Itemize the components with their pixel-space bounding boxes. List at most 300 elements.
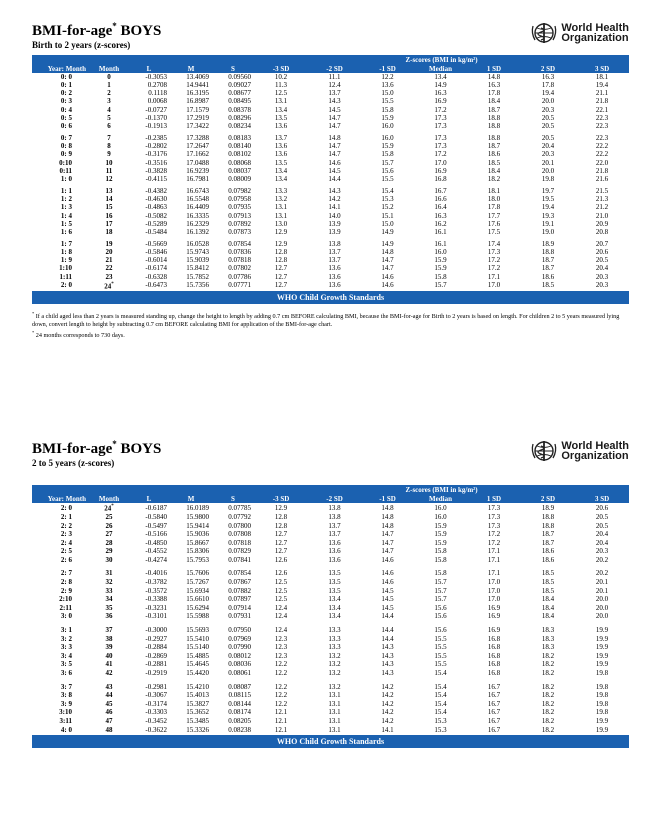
table-cell: 12.2 [274, 669, 288, 678]
table-cell: 15.0 [381, 219, 394, 228]
table-cell: 14.1 [381, 725, 394, 734]
table-cell: 15.6934 [186, 586, 209, 595]
table-cell: 3: 4 [60, 651, 72, 660]
table-cell: 19.9 [595, 716, 609, 725]
table-cell: 0.09027 [228, 81, 251, 90]
column-header: Median [414, 64, 467, 73]
table-cell: 0.07990 [228, 643, 251, 652]
top-zscore-label: Z-scores (BMI in kg/m²) [254, 55, 629, 64]
table-cell: 16.8 [487, 651, 501, 660]
table-cell: 5 [107, 113, 111, 122]
table-cell: 16.7 [487, 716, 501, 725]
table-cell: 21.8 [595, 166, 609, 175]
table-cell: 15.8 [434, 272, 447, 281]
table-row [32, 187, 629, 195]
table-cell: -0.2927 [145, 634, 167, 643]
table-cell: 12.1 [274, 708, 288, 717]
table-cell: 13.4 [328, 603, 341, 612]
table-cell: 15.5 [381, 174, 394, 183]
table-cell: 17.2647 [186, 142, 209, 151]
top-subtitle: Birth to 2 years (z-scores) [32, 40, 131, 50]
table-cell: 16.5548 [186, 195, 209, 204]
table-cell: 1: 4 [60, 211, 72, 220]
table-cell: 14.5 [328, 105, 341, 114]
table-cell: 0: 1 [60, 81, 72, 90]
table-cell: 19.4 [541, 203, 555, 212]
table-cell: 15.9414 [186, 521, 209, 530]
table-cell: 16.7 [487, 691, 501, 700]
table-cell: 11.3 [275, 81, 287, 90]
column-header: L [128, 494, 170, 503]
column-header: 1 SD [467, 64, 521, 73]
table-cell: 13.6 [328, 547, 341, 556]
table-cell: 17.3288 [186, 134, 209, 143]
table-cell: 0.07914 [228, 603, 251, 612]
table-cell: 14.3 [381, 643, 394, 652]
table-cell: 38 [105, 634, 113, 643]
table-cell: 15.0 [381, 89, 394, 98]
table-cell: 15.9 [381, 113, 394, 122]
table-cell: 15.7 [434, 595, 447, 604]
table-cell: 16.8 [487, 660, 501, 669]
table-cell: 13.6 [328, 555, 341, 564]
table-cell: 20.1 [595, 586, 609, 595]
table-cell: 18.0 [487, 195, 501, 204]
table-cell: 2: 6 [60, 555, 72, 564]
table-row [32, 726, 629, 735]
table-row [32, 513, 629, 522]
table-cell: 0.07771 [228, 281, 251, 290]
table-cell: 18.4 [541, 603, 555, 612]
table-cell: 15.9 [434, 538, 447, 547]
table-cell: 1 [107, 81, 111, 90]
table-cell: 16.2329 [186, 219, 209, 228]
table-cell: 18.2 [541, 725, 555, 734]
table-cell: 12.7 [274, 272, 288, 281]
table-cell: 12.3 [274, 643, 288, 652]
table-cell: 20.5 [541, 134, 555, 143]
table-cell: 15.8306 [186, 547, 209, 556]
column-header: S [212, 494, 254, 503]
table-cell: 19.8 [595, 682, 609, 691]
table-cell: 13.7 [328, 248, 341, 257]
table-cell: 15.3 [381, 195, 394, 204]
table-cell: 13.1 [274, 203, 288, 212]
table-cell: 17.6 [487, 219, 501, 228]
table-cell: 14.8 [381, 503, 394, 512]
table-cell: 20.0 [541, 166, 555, 175]
table-cell: 16.3 [434, 89, 447, 98]
table-cell: 33 [105, 586, 113, 595]
table-cell: 19.9 [595, 634, 609, 643]
table-cell: 14.3 [328, 187, 341, 196]
table-cell: 16.8987 [186, 97, 209, 106]
table-cell: 18.5 [541, 578, 555, 587]
table-row [32, 635, 629, 644]
table-cell: 0.07935 [228, 203, 251, 212]
table-row [32, 240, 629, 248]
table-cell: -0.2919 [145, 669, 167, 678]
table-row [32, 175, 629, 183]
table-cell: 0.08140 [228, 142, 251, 151]
table-cell: 0.07892 [228, 219, 251, 228]
table-cell: -0.5840 [145, 512, 167, 521]
table-cell: 1: 6 [60, 227, 72, 236]
table-cell: -0.3388 [145, 595, 167, 604]
table-cell: -0.4850 [145, 538, 167, 547]
table-cell: 19.4 [541, 89, 555, 98]
table-cell: 0.08037 [228, 166, 251, 175]
table-cell: 0: 6 [60, 121, 72, 130]
table-cell: 13.8 [328, 503, 341, 512]
table-cell: 14.8 [381, 512, 394, 521]
table-cell: 15.6294 [186, 603, 209, 612]
table-cell: 0.07818 [228, 538, 251, 547]
table-cell: 34 [105, 595, 113, 604]
table-cell: 16.8 [434, 174, 447, 183]
top-title: BMI-for-age* BOYS [32, 21, 162, 39]
table-cell: 0.08174 [228, 708, 251, 717]
table-cell: 18.6 [541, 547, 555, 556]
table-row [32, 530, 629, 539]
table-cell: 20.8 [595, 227, 609, 236]
table-cell: -0.3452 [145, 716, 167, 725]
table-cell: 40 [105, 651, 113, 660]
table-cell: 0.08102 [228, 150, 251, 159]
table-cell: 15.3326 [186, 725, 209, 734]
table-cell: 0.08495 [228, 97, 251, 106]
table-row [32, 220, 629, 228]
table-cell: 18.7 [487, 142, 501, 151]
table-cell: 20.4 [595, 530, 609, 539]
table-cell: 20.9 [595, 219, 609, 228]
table-cell: 0 [107, 73, 111, 81]
table-cell: 32 [105, 578, 113, 587]
table-row [32, 134, 629, 142]
table-cell: 1: 2 [60, 195, 72, 204]
table-cell: 0.08677 [228, 89, 251, 98]
table-cell: 17.2 [487, 256, 501, 265]
table-cell: 2: 0 [60, 281, 72, 290]
table-cell: 16.9 [434, 166, 447, 175]
table-cell: 2: 8 [60, 578, 72, 587]
table-row [32, 150, 629, 158]
table-cell: 12 [105, 174, 113, 183]
column-header: -2 SD [308, 64, 361, 73]
table-cell: 18.5 [487, 158, 501, 167]
table-cell: 29 [105, 547, 113, 556]
bottom-title: BMI-for-age* BOYS [32, 439, 162, 457]
table-cell: -0.3303 [145, 708, 167, 717]
table-cell: 14.2 [381, 716, 394, 725]
table-cell: 16.7 [487, 699, 501, 708]
table-row [32, 717, 629, 726]
table-cell: 0.08012 [228, 651, 251, 660]
table-cell: 2: 0 [60, 503, 72, 512]
table-cell: 13.1 [274, 211, 288, 220]
table-cell: 12.4 [274, 603, 288, 612]
table-cell: 13.7 [274, 134, 288, 143]
table-cell: 20.7 [595, 239, 609, 248]
table-cell: 14.4 [381, 634, 394, 643]
table-cell: 13.5 [328, 586, 341, 595]
table-cell: 14.5 [381, 586, 394, 595]
table-cell: 0.0068 [147, 97, 167, 106]
table-row [32, 626, 629, 635]
table-cell: 22.2 [595, 142, 609, 151]
table-cell: 0.07808 [228, 530, 251, 539]
table-cell: -0.6174 [145, 264, 167, 273]
table-cell: 0: 7 [60, 134, 72, 143]
table-cell: 0.07829 [228, 547, 251, 556]
table-cell: 10.2 [274, 73, 288, 81]
table-cell: 0.08061 [228, 669, 251, 678]
table-cell: 17.1 [487, 569, 501, 578]
table-cell: 0: 8 [60, 142, 72, 151]
table-cell: 13.3 [328, 634, 341, 643]
table-cell: 12.4 [274, 626, 288, 635]
table-cell: 18.8 [487, 134, 501, 143]
table-row [32, 539, 629, 548]
table-row [32, 122, 629, 130]
table-cell: 18.2 [541, 699, 555, 708]
table-row [32, 503, 629, 513]
table-cell: 14.3 [381, 651, 394, 660]
table-cell: 15.5 [434, 660, 447, 669]
table-cell: 20.0 [595, 595, 609, 604]
table-cell: 22.2 [595, 150, 609, 159]
table-cell: 18.5 [541, 586, 555, 595]
table-row [32, 97, 629, 105]
column-header: 2 SD [521, 494, 575, 503]
table-cell: 0.07800 [228, 521, 251, 530]
table-cell: 16.7 [487, 708, 501, 717]
column-header: -3 SD [254, 64, 308, 73]
table-cell: -0.4274 [145, 555, 167, 564]
table-cell: 31 [105, 569, 113, 578]
table-cell: 13.3 [328, 626, 341, 635]
table-row [32, 595, 629, 604]
table-cell: 0.07950 [228, 626, 251, 635]
table-cell: 0.08183 [228, 134, 251, 143]
bottom-section [32, 436, 629, 748]
table-cell: 20.6 [595, 503, 609, 512]
bottom-zscore-label: Z-scores (BMI in kg/m²) [254, 485, 629, 494]
table-cell: 15.7 [434, 578, 447, 587]
table-cell: 15.9039 [186, 256, 209, 265]
who-logo [530, 438, 629, 464]
table-cell: 3:10 [59, 708, 72, 717]
table-cell: 16.0 [381, 134, 394, 143]
table-cell: 16.9 [487, 603, 501, 612]
table-cell: 16.4409 [186, 203, 209, 212]
table-row [32, 203, 629, 211]
column-header: -1 SD [361, 494, 414, 503]
table-cell: 0: 2 [60, 89, 72, 98]
table-cell: 17.3 [434, 113, 447, 122]
table-cell: 15.7 [381, 158, 394, 167]
table-cell: 48 [105, 725, 113, 734]
bottom-footer-bar: WHO Child Growth Standards [32, 735, 629, 748]
table-cell: 13.3 [274, 187, 288, 196]
table-cell: 15.7852 [186, 272, 209, 281]
table-cell: -0.3782 [145, 578, 167, 587]
table-cell: 15.9 [434, 256, 447, 265]
table-cell: 21 [105, 256, 113, 265]
table-row [32, 114, 629, 122]
table-row [32, 159, 629, 167]
table-cell: 13.6 [274, 142, 288, 151]
table-cell: 3: 5 [60, 660, 72, 669]
table-cell: 0.07792 [228, 512, 251, 521]
table-cell: 14.6 [328, 158, 341, 167]
table-cell: 0:11 [59, 166, 72, 175]
table-cell: 0.08378 [228, 105, 251, 114]
table-cell: 15.8 [434, 569, 447, 578]
table-cell: 1:11 [59, 272, 72, 281]
table-cell: 16.7 [487, 725, 501, 734]
table-cell: 20.0 [595, 612, 609, 621]
column-header: Median [414, 494, 467, 503]
table-row [32, 106, 629, 114]
table-cell: 1: 1 [60, 187, 72, 196]
table-row [32, 547, 629, 556]
table-cell: 17.3 [487, 248, 501, 257]
table-cell: -0.6473 [145, 281, 167, 290]
table-cell: 18.4 [541, 612, 555, 621]
table-cell: 4 [107, 105, 111, 114]
table-cell: 17.3 [434, 121, 447, 130]
table-cell: 14.3 [381, 660, 394, 669]
table-cell: 2: 5 [60, 547, 72, 556]
table-cell: 15.5 [434, 643, 447, 652]
table-cell: 12.4 [274, 612, 288, 621]
table-cell: 0.08144 [228, 699, 251, 708]
table-row [32, 643, 629, 652]
table-cell: 19.5 [541, 195, 555, 204]
table-cell: 21.6 [595, 174, 609, 183]
table-cell: 3: 9 [60, 699, 72, 708]
table-cell: 1:10 [59, 264, 72, 273]
table-cell: 20.4 [595, 538, 609, 547]
table-cell: 0.08205 [228, 716, 251, 725]
top-zscore-header-row [32, 55, 629, 64]
table-cell: 20.5 [595, 521, 609, 530]
table-cell: 18.5 [541, 569, 555, 578]
table-cell: -0.6187 [145, 503, 167, 512]
table-cell: -0.4863 [145, 203, 167, 212]
table-cell: 0.07836 [228, 248, 251, 257]
table-cell: 12.9 [274, 239, 288, 248]
table-cell: 0: 4 [60, 105, 72, 114]
table-cell: 1: 5 [60, 219, 72, 228]
table-cell: 0: 3 [60, 97, 72, 106]
table-cell: 17.1 [487, 272, 501, 281]
table-cell: 19.8 [595, 699, 609, 708]
table-cell: 18.6 [541, 555, 555, 564]
table-cell: 20.3 [595, 272, 609, 281]
table-cell: 15.3485 [186, 716, 209, 725]
table-cell: 21.1 [595, 89, 609, 98]
table-cell: 13 [105, 187, 113, 196]
table-cell: 17.7 [487, 211, 501, 220]
table-cell: 19.9 [595, 643, 609, 652]
table-cell: 18.7 [541, 264, 555, 273]
table-cell: 21.0 [595, 211, 609, 220]
table-cell: 19.8 [595, 669, 609, 678]
table-cell: 17.2 [434, 150, 447, 159]
table-cell: 0.07958 [228, 195, 251, 204]
table-cell: 21.3 [595, 195, 609, 204]
table-cell: 0.07786 [228, 272, 251, 281]
table-cell: 18.9 [541, 239, 555, 248]
table-row [32, 264, 629, 272]
table-cell: 18.2 [487, 174, 501, 183]
table-cell: 2 [107, 89, 111, 98]
table-cell: 13.6 [328, 272, 341, 281]
table-cell: 12.7 [274, 538, 288, 547]
table-cell: 15.6610 [186, 595, 209, 604]
table-cell: 17.8 [487, 203, 501, 212]
table-cell: 25 [105, 512, 113, 521]
table-cell: 3 [107, 97, 111, 106]
table-cell: -0.3572 [145, 586, 167, 595]
table-cell: 14.6 [381, 578, 394, 587]
table-cell: 0.08238 [228, 725, 251, 734]
table-cell: 12.5 [274, 586, 288, 595]
table-cell: 28 [105, 538, 113, 547]
table-cell: 13.6 [328, 538, 341, 547]
table-cell: 14.2 [381, 682, 394, 691]
table-cell: 15.3827 [186, 699, 209, 708]
table-cell: 16.7 [434, 187, 447, 196]
table-cell: 12.2 [381, 73, 394, 81]
column-header: Month [90, 64, 128, 73]
table-cell: 14.0 [328, 211, 341, 220]
table-cell: 16.0189 [186, 503, 209, 512]
table-cell: 15.3652 [186, 708, 209, 717]
table-cell: 17.2 [434, 105, 447, 114]
table-cell: 17.8 [487, 89, 501, 98]
table-cell: 18.4 [487, 97, 501, 106]
who-emblem-icon [530, 20, 558, 46]
table-cell: 20.0 [541, 97, 555, 106]
table-cell: 47 [105, 716, 113, 725]
table-cell: 15.5 [381, 97, 394, 106]
table-cell: 8 [107, 142, 111, 151]
table-cell: 16.1 [434, 227, 447, 236]
note-2: * 24 months corresponds to 730 days. [32, 330, 125, 340]
table-cell: 16.3 [487, 81, 501, 90]
column-header: S [212, 64, 254, 73]
column-header: -3 SD [254, 494, 308, 503]
table-cell: 17.0 [487, 281, 501, 290]
table-cell: -0.6328 [145, 272, 167, 281]
table-cell: 12.7 [274, 547, 288, 556]
table-cell: 13.2 [328, 651, 341, 660]
table-cell: 22.0 [595, 158, 609, 167]
table-cell: 13.7 [328, 530, 341, 539]
table-row [32, 281, 629, 290]
table-cell: -0.5082 [145, 211, 167, 220]
table-row [32, 142, 629, 150]
table-row [32, 212, 629, 220]
table-cell: 15.4 [381, 187, 394, 196]
table-cell: 2: 2 [60, 521, 72, 530]
table-cell: 3:11 [59, 716, 72, 725]
table-cell: 13.1 [328, 725, 341, 734]
table-cell: 18.2 [541, 651, 555, 660]
